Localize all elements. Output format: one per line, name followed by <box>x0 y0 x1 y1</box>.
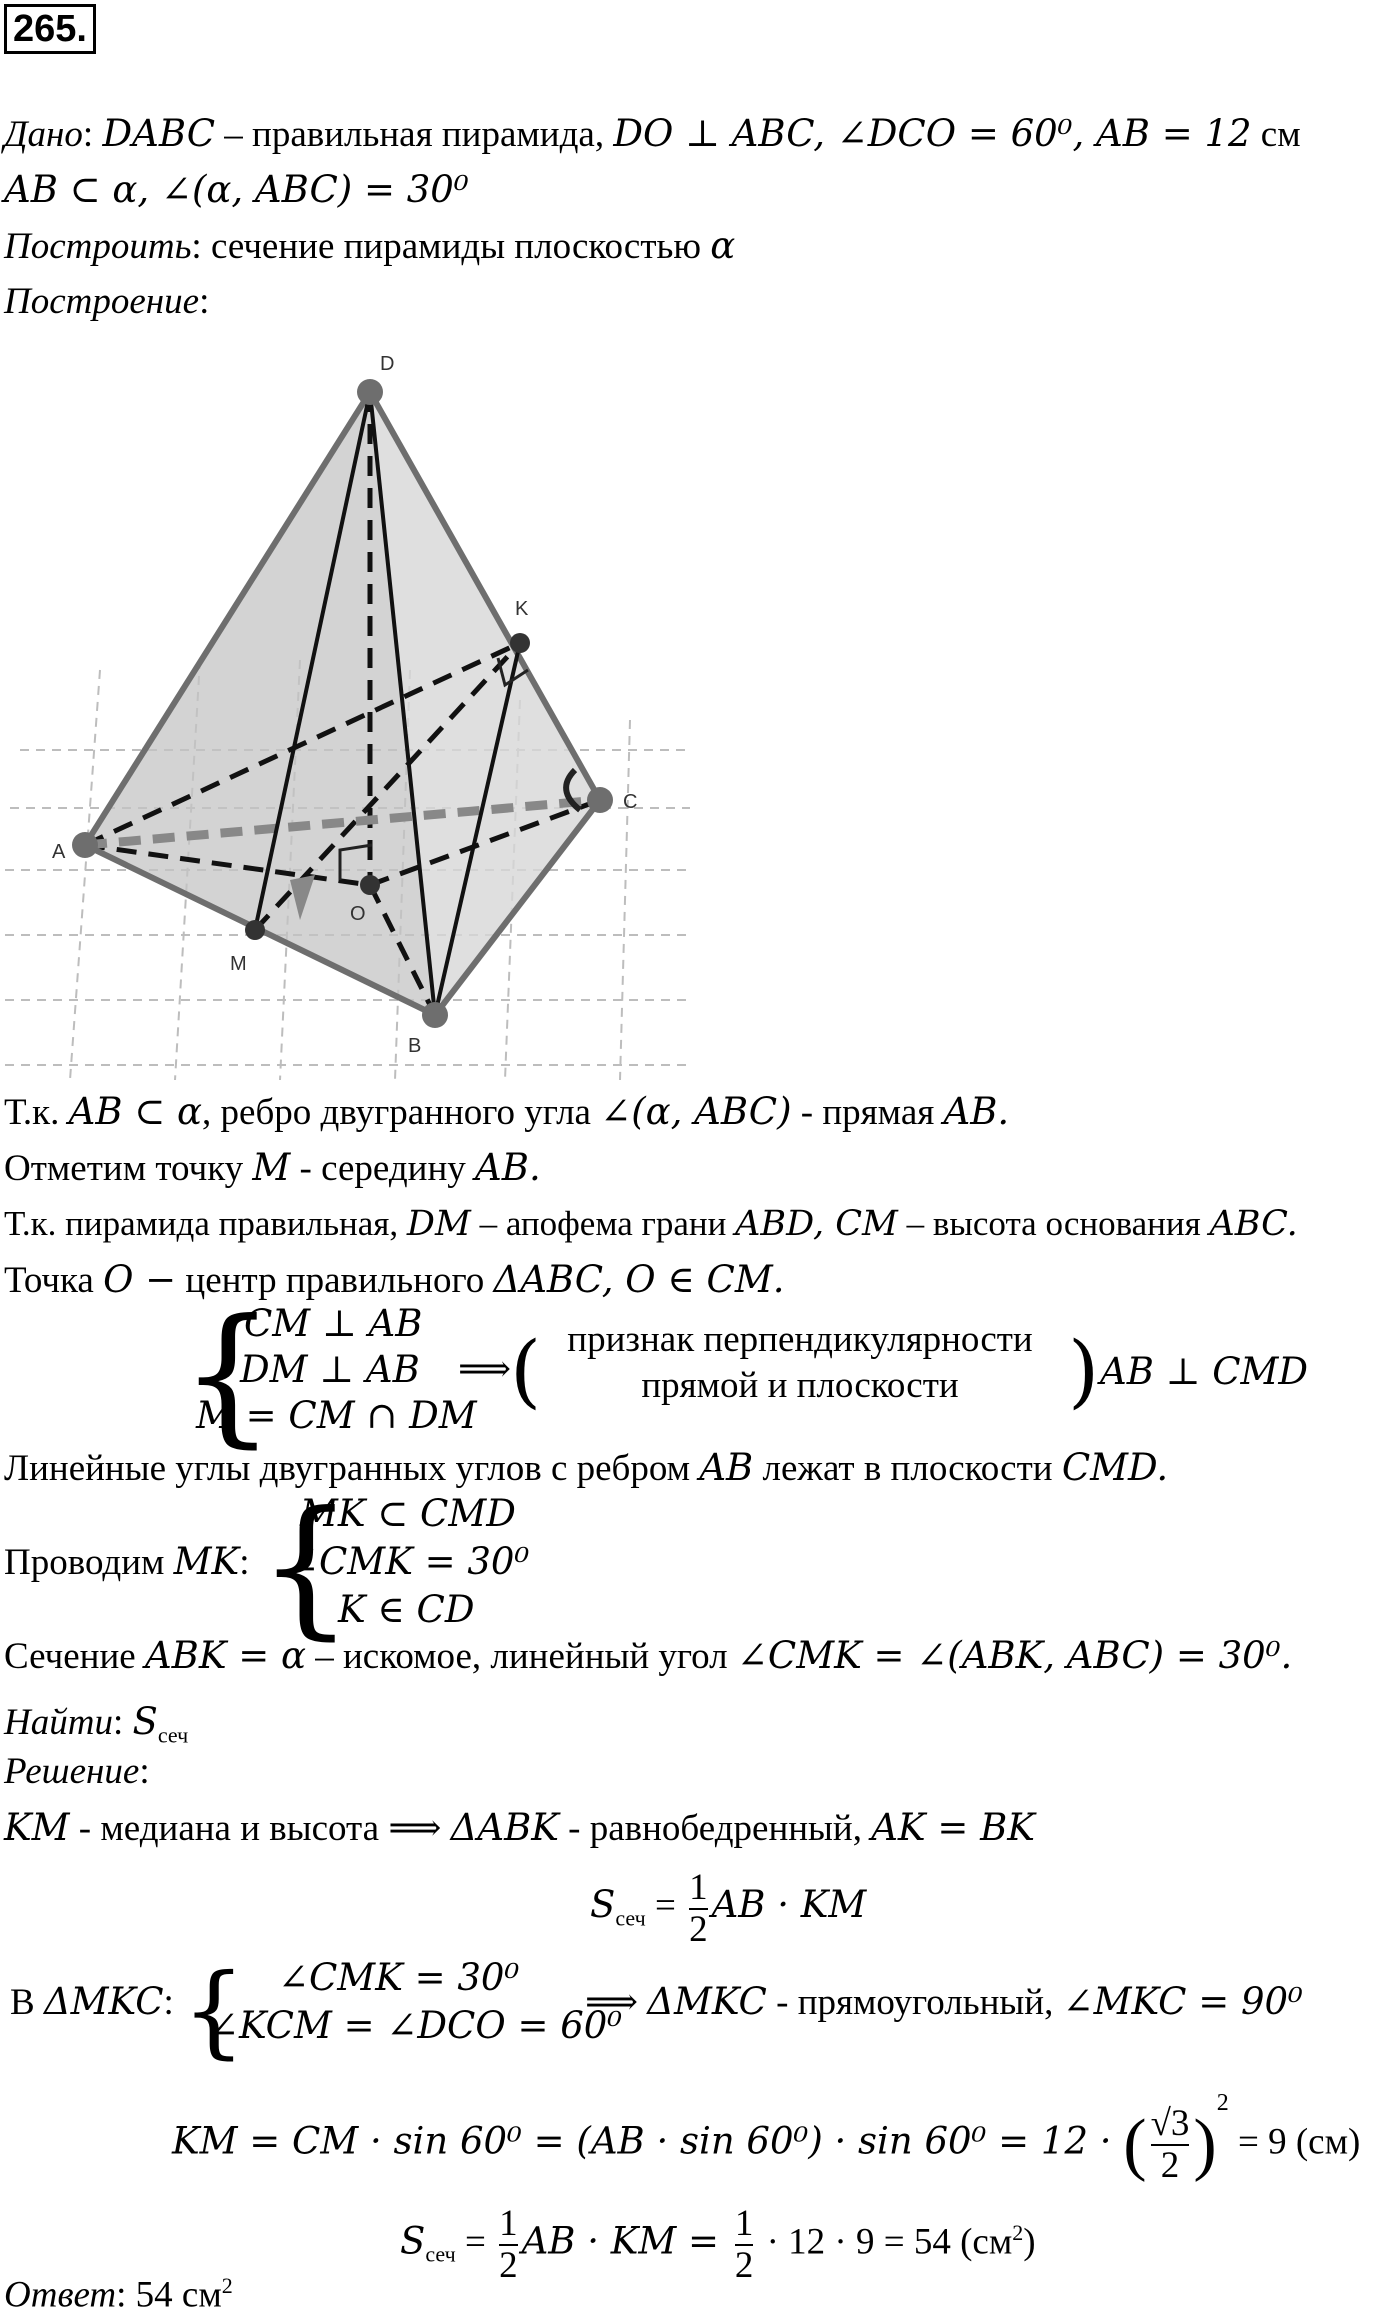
given-desc: – правильная пирамида, <box>215 114 614 155</box>
t: 2 <box>689 1908 708 1950</box>
find-line <box>4 1700 188 1757</box>
t: ABC. <box>1209 1204 1298 1244</box>
t: сеч <box>425 2241 456 2267</box>
triangle-brace: { <box>182 1952 246 2069</box>
t: 2 <box>734 2244 754 2286</box>
construction-label-line: Построение: <box>4 281 210 322</box>
reason-2: прямой и плоскости <box>641 1365 959 1406</box>
sys1-arrow: ⟹ <box>458 1349 512 1390</box>
t: S <box>590 1883 616 1926</box>
problem-number: 265. <box>4 4 96 54</box>
mk-label-line <box>4 1540 249 1585</box>
paren-left: ( <box>510 1324 542 1417</box>
t: 2 <box>1216 2090 1229 2116</box>
t: : <box>163 1982 174 2023</box>
section-line <box>4 1634 1292 1679</box>
t: 2 <box>221 2273 233 2298</box>
t: ∠CMK = ∠(ABK, ABC) = 30⁰. <box>736 1634 1293 1677</box>
t: Сечение <box>4 1636 145 1677</box>
fraction <box>735 2204 754 2286</box>
t: ∠(α, ABC) <box>600 1090 792 1133</box>
t: – искомое, линейный угол <box>306 1636 737 1677</box>
pyramid-figure <box>0 340 700 1090</box>
body-line-4 <box>4 1258 785 1303</box>
given-pyramid: DABC <box>102 112 216 155</box>
t: DM <box>406 1204 471 1244</box>
solution-line: Решение: <box>4 1751 150 1792</box>
solution-label: Решение <box>4 1751 140 1792</box>
given-line: Дано: DABC – правильная пирамида, DO ⊥ ABC, ∠DCO = 60⁰, AB = 12 см <box>4 112 1301 155</box>
t: Проводим <box>4 1542 174 1583</box>
sys1-result: AB ⊥ CMD <box>1100 1350 1309 1393</box>
t: O − <box>103 1258 177 1301</box>
answer-label: Ответ <box>4 2274 117 2316</box>
t: S <box>400 2219 426 2263</box>
km-line <box>4 1806 1035 1851</box>
t: KM <box>4 1806 70 1849</box>
t: AB ⊂ α <box>68 1090 203 1133</box>
t: Точка <box>4 1260 104 1301</box>
sys1-eq3: M = CM ∩ DM <box>196 1394 477 1437</box>
t: AB. <box>475 1146 541 1189</box>
t: – высота основания <box>897 1204 1210 1243</box>
t: ⟹ <box>585 1982 648 2023</box>
mk-brace: { <box>258 1480 354 1654</box>
t: - прямая <box>791 1092 944 1133</box>
t: - медиана и высота ⟹ <box>69 1808 451 1849</box>
t: - середину <box>290 1148 476 1189</box>
t: сеч <box>157 1722 189 1748</box>
body-line-3 <box>4 1202 1298 1246</box>
construct-line <box>4 224 735 269</box>
t: Линейные углы двугранных углов с ребром <box>4 1448 700 1489</box>
sys1-eq1: CM ⊥ AB <box>244 1302 423 1345</box>
t: Отметим точку <box>4 1148 253 1189</box>
t: AB · KM <box>711 1883 867 1926</box>
given-unit: см <box>1251 114 1301 155</box>
fraction <box>1151 2104 1190 2186</box>
t: AB · KM = <box>521 2219 731 2263</box>
formula-1 <box>590 1860 866 1963</box>
mk-eq1: MK ⊂ CMD <box>300 1492 516 1535</box>
t: MK <box>173 1540 240 1583</box>
t: 2 <box>1160 2144 1180 2186</box>
km-calc <box>172 2078 1360 2200</box>
answer-text: : 54 см <box>116 2274 222 2316</box>
t: CMD. <box>1061 1446 1169 1489</box>
tri-eq1: ∠CMK = 30⁰ <box>278 1956 520 1999</box>
t: = 9 (см) <box>1228 2121 1361 2163</box>
triangle-result <box>585 1980 1303 2025</box>
t: AK = BK <box>871 1806 1035 1849</box>
t: 1 <box>734 2202 754 2244</box>
sys1-eq2: DM ⊥ AB <box>240 1348 420 1391</box>
t: · 12 · 9 = 54 (см <box>757 2221 1013 2263</box>
t: KM = CM · sin 60⁰ = (AB · sin 60⁰) · sin 60⁰ = 12 · <box>172 2119 1124 2163</box>
label-d: D <box>380 353 395 375</box>
t: 1 <box>689 1866 708 1908</box>
fraction <box>689 1868 708 1950</box>
t: - прямоугольный, <box>766 1982 1063 2023</box>
t: центр правильного <box>176 1260 494 1301</box>
construct-label: Построить <box>4 226 192 267</box>
construct-var: α <box>710 224 736 267</box>
t: – апофема грани <box>470 1204 736 1243</box>
mk-eq3: K ∈ CD <box>338 1588 475 1631</box>
body-line-1 <box>4 1090 1009 1135</box>
body-line-2 <box>4 1146 541 1191</box>
t: ABD, CM <box>735 1204 898 1244</box>
t: 2 <box>1012 2220 1024 2245</box>
answer-line <box>4 2264 233 2317</box>
t: = <box>455 2221 496 2263</box>
t: В <box>10 1982 44 2023</box>
given-label: Дано <box>4 114 83 155</box>
label-k: K <box>515 598 529 620</box>
mk-eq2: ∠CMK = 30⁰ <box>288 1540 530 1583</box>
tri-eq2: ∠KCM = ∠DCO = 60⁰ <box>208 2004 623 2047</box>
t: 2 <box>499 2244 518 2286</box>
t: Т.к. пирамида правильная, <box>4 1204 407 1243</box>
fraction <box>499 2204 518 2286</box>
t: M <box>252 1146 291 1189</box>
t: ABK = α <box>144 1634 306 1677</box>
label-o: O <box>350 903 366 925</box>
t: : <box>112 1702 133 1743</box>
t: : <box>239 1542 250 1583</box>
t: AB. <box>943 1090 1010 1133</box>
t: ΔMKC <box>43 1980 164 2023</box>
label-c: C <box>623 791 638 813</box>
given-line-2: AB ⊂ α, ∠(α, ABC) = 30⁰ <box>4 168 469 211</box>
linear-line <box>4 1446 1168 1491</box>
t: сеч <box>615 1905 646 1931</box>
t: ΔABC, O ∈ CM. <box>493 1258 785 1301</box>
t: ) <box>1023 2221 1036 2263</box>
t: ΔABK <box>450 1806 559 1849</box>
construct-text: : сечение пирамиды плоскостью <box>191 226 711 267</box>
t: , ребро двугранного угла <box>202 1092 601 1133</box>
label-a: A <box>52 841 66 863</box>
reason-1: признак перпендикулярности <box>567 1319 1033 1360</box>
t: AB <box>699 1446 754 1489</box>
construction-label: Построение <box>4 281 200 322</box>
given-conditions: DO ⊥ ABC, ∠DCO = 60⁰, AB = 12 <box>613 112 1252 155</box>
paren: ) <box>1193 2105 1217 2183</box>
find-label: Найти <box>4 1702 113 1743</box>
t: √3 <box>1150 2102 1190 2144</box>
paren-right: ) <box>1068 1324 1100 1417</box>
t: Т.к. <box>4 1092 69 1133</box>
area-calc <box>400 2188 1036 2300</box>
label-m: M <box>230 953 247 975</box>
t: S <box>132 1700 158 1743</box>
t: - равнобедренный, <box>558 1808 872 1849</box>
t: = <box>645 1885 686 1926</box>
system1-brace: { <box>180 1288 276 1462</box>
triangle-label <box>10 1980 174 2025</box>
label-b: B <box>408 1035 422 1057</box>
t: лежат в плоскости <box>753 1448 1062 1489</box>
t: ΔMKC <box>647 1980 767 2023</box>
t: 1 <box>499 2202 518 2244</box>
paren: ( <box>1123 2105 1147 2183</box>
t: ∠MKC = 90⁰ <box>1062 1980 1303 2023</box>
